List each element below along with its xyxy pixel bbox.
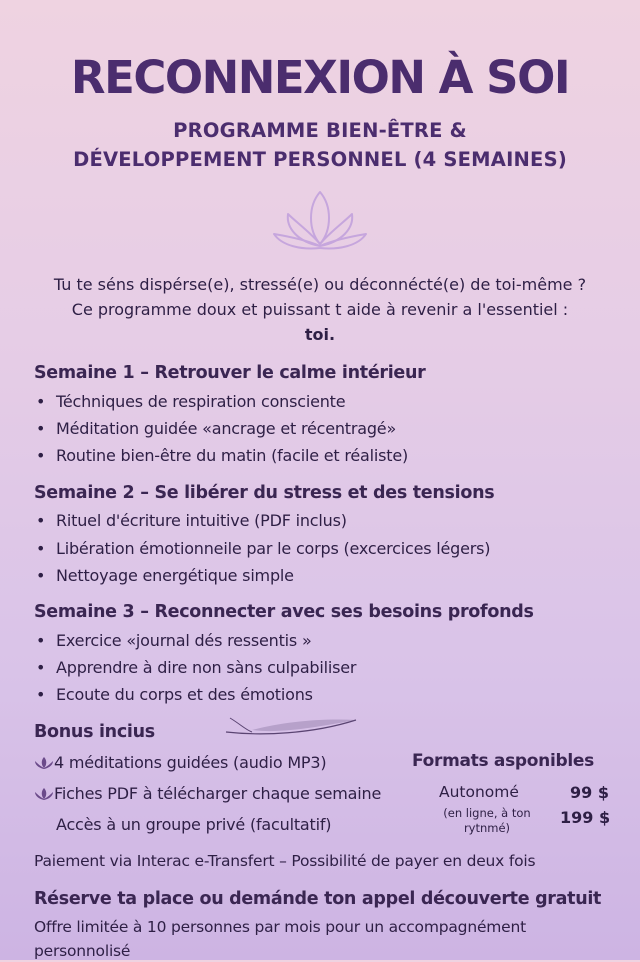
intro-text [20,272,620,347]
bullet-icon: • [36,631,46,650]
bullet-icon: • [36,392,46,411]
list-item: • Méditation guidée «ancrage et récentragé» [36,419,397,438]
intro-line-2: Ce programme doux et puissant t aide à revenir a l'essentiel : [71,300,569,319]
list-item: Fiches PDF à télécharger chaque semaine [34,783,381,805]
price-1: 99 $ [570,783,609,802]
list-item: • Nettoyage energétique simple [36,566,294,585]
bullet-icon: • [36,685,46,704]
cta-heading: Réserve ta place ou demánde ton appel découverte gratuit [34,889,602,909]
cta-line-1: Offre limitée à 10 personnes par mois pour un accompagnément [34,918,527,936]
week-3-heading: Semaine 3 – Reconnecter avec ses besoins profonds [34,602,534,622]
formats-heading: Formats asponibles [412,751,594,771]
feather-icon [222,712,360,738]
lotus-icon [270,188,370,256]
cta-line-2: personnolisé [34,942,131,960]
bullet-icon: • [36,566,46,585]
list-item: 4 méditations guidées (audio MP3) [34,752,326,774]
page-title: RECONNEXION À SOI [70,51,570,104]
subtitle-line-2: DÉVELOPPEMENT PERSONNEL (4 SEMAINES) [73,148,567,171]
list-item: Accès à un groupe privé (facultatif) [56,815,332,834]
bullet-icon: • [36,539,46,558]
intro-line-3: toi. [304,325,336,344]
lotus-icon [34,756,54,770]
intro-line-1: Tu te séns dispérse(e), stressé(e) ou déconnéсté(e) de toi-même ? [53,275,587,294]
week-1-heading: Semaine 1 – Retrouver le calme intérieur [34,363,426,383]
week-2-heading: Semaine 2 – Se libérer du stress et des tensions [34,483,495,503]
bullet-icon: • [36,419,46,438]
list-item: • Téchniques de respiration consciente [36,392,346,411]
page-subtitle [0,116,640,174]
format-note: (en ligne, à ton rytnmé) [443,806,531,835]
list-item: • Routine bien-être du matin (facile et réaliste) [36,446,409,465]
list-item: • Rituel d'écriture intuitive (PDF inclus) [36,511,347,530]
list-item: • Exercice «journal dés ressentis » [36,631,312,650]
lotus-icon [34,787,54,801]
price-2: 199 $ [560,808,611,827]
bullet-icon: • [36,658,46,677]
format-name: Autonomé [439,783,519,801]
list-item: • Ecoute du corps et des émotions [36,685,313,704]
subtitle-line-1: PROGRAMME BIEN-ÊTRE & [173,119,467,142]
bullet-icon: • [36,511,46,530]
bullet-icon: • [36,446,46,465]
list-item: • Apprendre à dire non sàns culpabiliser [36,658,357,677]
list-item: • Libération émotionneile par le corps (excercices légers) [36,539,491,558]
payment-info: Paiement via Interac e-Transfert – Possibilité de payer en deux fois [34,852,536,870]
bonus-heading: Bonus incius [34,722,155,742]
